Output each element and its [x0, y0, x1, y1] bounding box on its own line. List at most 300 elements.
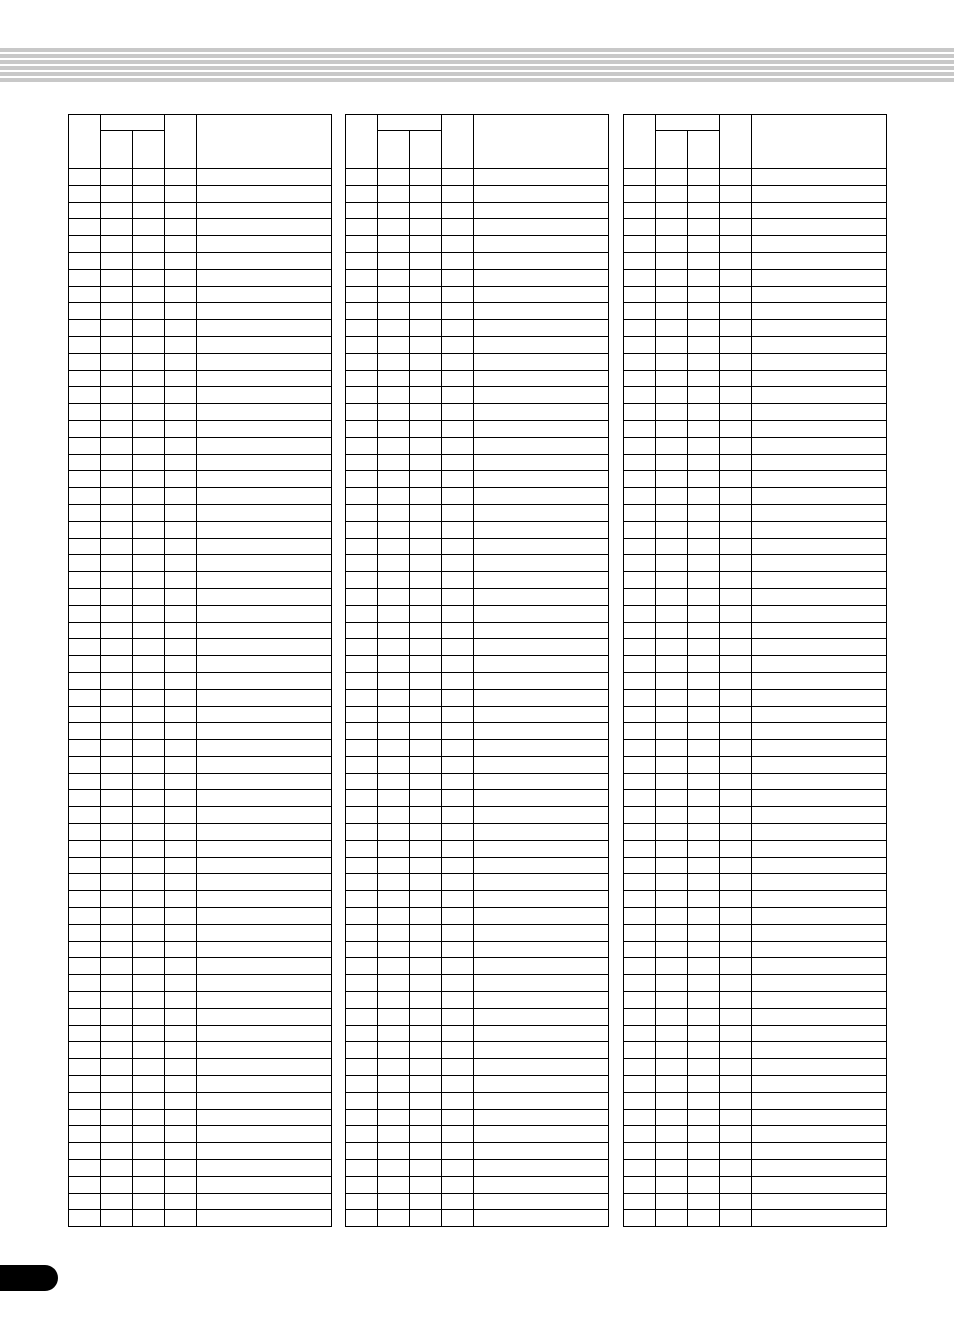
table-row — [346, 471, 609, 488]
table-cell — [752, 521, 887, 538]
table-cell — [101, 924, 133, 941]
table-row — [346, 269, 609, 286]
table-cell — [442, 773, 474, 790]
table-cell — [165, 404, 197, 421]
table-cell — [624, 941, 656, 958]
table-cell — [101, 975, 133, 992]
table-cell — [197, 219, 332, 236]
table-cell — [378, 454, 410, 471]
table-cell — [101, 1109, 133, 1126]
table-cell — [474, 252, 609, 269]
table-cell — [165, 236, 197, 253]
table-cell — [688, 891, 720, 908]
table-cell — [624, 1008, 656, 1025]
table-cell — [752, 538, 887, 555]
table-cell — [688, 252, 720, 269]
table-cell — [474, 1126, 609, 1143]
table-row — [346, 538, 609, 555]
table-cell — [720, 504, 752, 521]
table-cell — [442, 1160, 474, 1177]
table-cell — [474, 706, 609, 723]
table-cell — [133, 555, 165, 572]
table-row — [346, 1193, 609, 1210]
table-cell — [624, 269, 656, 286]
table-cell — [197, 572, 332, 589]
table-row — [69, 387, 332, 404]
table-cell — [197, 622, 332, 639]
table-cell — [69, 303, 101, 320]
table-cell — [624, 336, 656, 353]
table-cell — [69, 706, 101, 723]
table-cell — [133, 924, 165, 941]
table-cell — [410, 488, 442, 505]
table-cell — [410, 286, 442, 303]
table-cell — [442, 420, 474, 437]
table-cell — [69, 336, 101, 353]
table-cell — [752, 992, 887, 1009]
table-cell — [688, 1143, 720, 1160]
table-row — [69, 252, 332, 269]
table-cell — [346, 555, 378, 572]
table-cell — [720, 336, 752, 353]
table-cell — [410, 219, 442, 236]
table-cell — [656, 857, 688, 874]
table-cell — [378, 1092, 410, 1109]
table-cell — [165, 975, 197, 992]
table-cell — [133, 504, 165, 521]
table-cell — [197, 874, 332, 891]
table-cell — [688, 1025, 720, 1042]
table-cell — [442, 1210, 474, 1227]
table-cell — [442, 1092, 474, 1109]
table-cell — [165, 336, 197, 353]
table-cell — [624, 202, 656, 219]
table-cell — [165, 857, 197, 874]
table-cell — [197, 521, 332, 538]
table-row — [69, 504, 332, 521]
table-row — [346, 420, 609, 437]
table-cell — [346, 572, 378, 589]
table-cell — [752, 924, 887, 941]
table-cell — [688, 1193, 720, 1210]
table-cell — [197, 269, 332, 286]
table-row — [346, 840, 609, 857]
table-cell — [346, 908, 378, 925]
table-cell — [624, 656, 656, 673]
table-row — [346, 286, 609, 303]
table-cell — [656, 790, 688, 807]
header-stripe-bar — [0, 46, 954, 82]
table-cell — [624, 353, 656, 370]
table-row — [69, 286, 332, 303]
table-cell — [752, 169, 887, 186]
table-cell — [656, 169, 688, 186]
table-row — [624, 169, 887, 186]
table-cell — [346, 286, 378, 303]
table-cell — [720, 1126, 752, 1143]
table-cell — [69, 1176, 101, 1193]
table-cell — [474, 605, 609, 622]
table-cell — [720, 975, 752, 992]
table-cell — [346, 639, 378, 656]
table-cell — [656, 1042, 688, 1059]
table-cell — [720, 740, 752, 757]
table-cell — [346, 504, 378, 521]
table-row — [346, 303, 609, 320]
table-cell — [624, 992, 656, 1009]
table-row — [69, 790, 332, 807]
table-cell — [69, 1076, 101, 1093]
table-cell — [346, 185, 378, 202]
table-cell — [624, 572, 656, 589]
table-cell — [720, 1210, 752, 1227]
table-cell — [165, 454, 197, 471]
table-cell — [410, 1059, 442, 1076]
table-cell — [165, 723, 197, 740]
table-cell — [165, 269, 197, 286]
table-row — [69, 706, 332, 723]
table-cell — [133, 420, 165, 437]
table-cell — [69, 454, 101, 471]
table-cell — [197, 353, 332, 370]
table-cell — [378, 588, 410, 605]
table-cell — [346, 756, 378, 773]
table-row — [624, 1193, 887, 1210]
header-cell — [474, 115, 609, 169]
header-cell — [752, 115, 887, 169]
table-cell — [752, 336, 887, 353]
table-cell — [101, 773, 133, 790]
table-cell — [346, 975, 378, 992]
table-cell — [474, 236, 609, 253]
table-cell — [197, 1143, 332, 1160]
table-cell — [442, 185, 474, 202]
table-cell — [442, 488, 474, 505]
table-cell — [688, 622, 720, 639]
table-cell — [69, 1193, 101, 1210]
table-cell — [346, 1193, 378, 1210]
table-cell — [688, 958, 720, 975]
table-row — [69, 992, 332, 1009]
table-cell — [133, 1160, 165, 1177]
table-cell — [624, 1109, 656, 1126]
table-cell — [69, 622, 101, 639]
table-row — [346, 1092, 609, 1109]
table-cell — [624, 437, 656, 454]
table-cell — [656, 336, 688, 353]
table-cell — [624, 756, 656, 773]
table-row — [69, 857, 332, 874]
table-cell — [101, 1126, 133, 1143]
table-cell — [133, 639, 165, 656]
table-cell — [197, 420, 332, 437]
table-cell — [410, 269, 442, 286]
table-cell — [346, 740, 378, 757]
table-cell — [442, 202, 474, 219]
table-cell — [624, 672, 656, 689]
table-cell — [69, 1025, 101, 1042]
table-cell — [688, 303, 720, 320]
table-cell — [688, 1059, 720, 1076]
table-cell — [101, 908, 133, 925]
header-cell — [624, 115, 656, 169]
table-row — [69, 1109, 332, 1126]
table-cell — [720, 538, 752, 555]
table-row — [346, 504, 609, 521]
table-row — [69, 303, 332, 320]
header-cell — [656, 115, 720, 131]
table-cell — [752, 723, 887, 740]
table-cell — [165, 941, 197, 958]
table-cell — [133, 219, 165, 236]
table-cell — [378, 639, 410, 656]
table-cell — [688, 874, 720, 891]
table-row — [624, 1059, 887, 1076]
table-cell — [101, 219, 133, 236]
table-cell — [474, 1160, 609, 1177]
table-cell — [442, 169, 474, 186]
table-row — [346, 353, 609, 370]
table-cell — [474, 521, 609, 538]
table-cell — [133, 370, 165, 387]
table-row — [346, 404, 609, 421]
table-row — [69, 488, 332, 505]
table-cell — [474, 874, 609, 891]
table-cell — [69, 504, 101, 521]
table-cell — [133, 622, 165, 639]
table-row — [624, 185, 887, 202]
table-row — [69, 353, 332, 370]
table-cell — [720, 807, 752, 824]
table-cell — [101, 185, 133, 202]
table-row — [624, 236, 887, 253]
table-cell — [688, 404, 720, 421]
table-cell — [656, 840, 688, 857]
table-cell — [69, 236, 101, 253]
table-cell — [346, 924, 378, 941]
table-cell — [378, 1193, 410, 1210]
table-cell — [133, 656, 165, 673]
table-cell — [197, 639, 332, 656]
table-row — [69, 605, 332, 622]
table-cell — [378, 840, 410, 857]
table-cell — [378, 420, 410, 437]
table-cell — [197, 723, 332, 740]
table-cell — [197, 236, 332, 253]
table-row — [69, 1126, 332, 1143]
table-cell — [197, 840, 332, 857]
table-cell — [624, 1160, 656, 1177]
table-cell — [752, 656, 887, 673]
table-cell — [656, 488, 688, 505]
table-cell — [346, 706, 378, 723]
table-cell — [752, 387, 887, 404]
table-cell — [133, 1176, 165, 1193]
table-cell — [378, 706, 410, 723]
table-row — [69, 202, 332, 219]
table-cell — [720, 1143, 752, 1160]
table-cell — [656, 992, 688, 1009]
table-cell — [197, 672, 332, 689]
table-cell — [442, 454, 474, 471]
table-cell — [624, 504, 656, 521]
table-cell — [474, 958, 609, 975]
table-cell — [69, 286, 101, 303]
table-cell — [197, 286, 332, 303]
table-cell — [442, 336, 474, 353]
table-cell — [656, 420, 688, 437]
table-cell — [346, 874, 378, 891]
table-cell — [688, 370, 720, 387]
table-cell — [474, 1025, 609, 1042]
table-cell — [101, 1042, 133, 1059]
table-cell — [688, 908, 720, 925]
table-cell — [474, 353, 609, 370]
table-cell — [165, 521, 197, 538]
table-cell — [133, 303, 165, 320]
table-row — [624, 387, 887, 404]
table-cell — [101, 420, 133, 437]
table-cell — [197, 437, 332, 454]
table-cell — [752, 252, 887, 269]
table-cell — [410, 1109, 442, 1126]
table-cell — [656, 1143, 688, 1160]
table-cell — [442, 975, 474, 992]
table-cell — [442, 353, 474, 370]
table-row — [624, 504, 887, 521]
table-cell — [624, 622, 656, 639]
table-cell — [720, 1176, 752, 1193]
table-cell — [133, 1126, 165, 1143]
table-cell — [378, 1025, 410, 1042]
table-cell — [133, 1210, 165, 1227]
table-cell — [688, 639, 720, 656]
table-cell — [69, 370, 101, 387]
table-row — [69, 169, 332, 186]
table-cell — [346, 488, 378, 505]
table-cell — [101, 504, 133, 521]
table-cell — [624, 1092, 656, 1109]
table-cell — [410, 353, 442, 370]
table-cell — [656, 924, 688, 941]
table-cell — [133, 404, 165, 421]
table-cell — [410, 605, 442, 622]
table-cell — [69, 437, 101, 454]
table-cell — [720, 202, 752, 219]
table-cell — [688, 219, 720, 236]
table-cell — [624, 219, 656, 236]
table-row — [69, 1092, 332, 1109]
table-cell — [656, 1126, 688, 1143]
table-cell — [410, 572, 442, 589]
table-cell — [346, 1008, 378, 1025]
table-row — [624, 1126, 887, 1143]
table-cell — [442, 639, 474, 656]
table-cell — [197, 605, 332, 622]
table-cell — [752, 1025, 887, 1042]
table-cell — [101, 706, 133, 723]
table-row — [69, 320, 332, 337]
table-row — [624, 706, 887, 723]
table-cell — [688, 504, 720, 521]
table-cell — [133, 992, 165, 1009]
table-cell — [101, 1176, 133, 1193]
table-cell — [474, 975, 609, 992]
table-cell — [410, 504, 442, 521]
table-row — [624, 286, 887, 303]
table-cell — [165, 992, 197, 1009]
table-cell — [720, 941, 752, 958]
table-cell — [133, 1042, 165, 1059]
table-row — [624, 588, 887, 605]
table-cell — [197, 975, 332, 992]
table-cell — [101, 941, 133, 958]
table-row — [346, 924, 609, 941]
table-cell — [688, 202, 720, 219]
table-cell — [720, 588, 752, 605]
table-cell — [624, 1143, 656, 1160]
table-cell — [474, 303, 609, 320]
table-cell — [752, 756, 887, 773]
table-cell — [101, 303, 133, 320]
table-cell — [624, 169, 656, 186]
table-cell — [197, 538, 332, 555]
table-cell — [752, 824, 887, 841]
table-cell — [346, 320, 378, 337]
table-cell — [474, 1092, 609, 1109]
table-cell — [752, 790, 887, 807]
table-cell — [720, 958, 752, 975]
table-cell — [410, 723, 442, 740]
table-cell — [442, 1025, 474, 1042]
table-cell — [378, 252, 410, 269]
table-cell — [442, 1076, 474, 1093]
table-cell — [133, 488, 165, 505]
table-cell — [101, 723, 133, 740]
table-cell — [378, 320, 410, 337]
table-cell — [101, 1210, 133, 1227]
table-cell — [133, 941, 165, 958]
table-cell — [720, 891, 752, 908]
table-cell — [346, 370, 378, 387]
table-cell — [474, 790, 609, 807]
table-cell — [69, 756, 101, 773]
table-cell — [378, 437, 410, 454]
table-cell — [442, 1008, 474, 1025]
table-cell — [69, 740, 101, 757]
table-cell — [101, 572, 133, 589]
table-row — [624, 1176, 887, 1193]
table-cell — [133, 824, 165, 841]
table-cell — [720, 824, 752, 841]
table-cell — [624, 404, 656, 421]
table-cell — [752, 504, 887, 521]
table-cell — [378, 1210, 410, 1227]
table-cell — [442, 824, 474, 841]
table-cell — [69, 807, 101, 824]
table-cell — [101, 857, 133, 874]
table-cell — [133, 958, 165, 975]
table-cell — [69, 639, 101, 656]
table-row — [346, 236, 609, 253]
table-cell — [752, 437, 887, 454]
table-cell — [688, 924, 720, 941]
table-cell — [442, 286, 474, 303]
table-row — [624, 1076, 887, 1093]
table-row — [346, 975, 609, 992]
table-cell — [688, 773, 720, 790]
table-cell — [69, 1092, 101, 1109]
